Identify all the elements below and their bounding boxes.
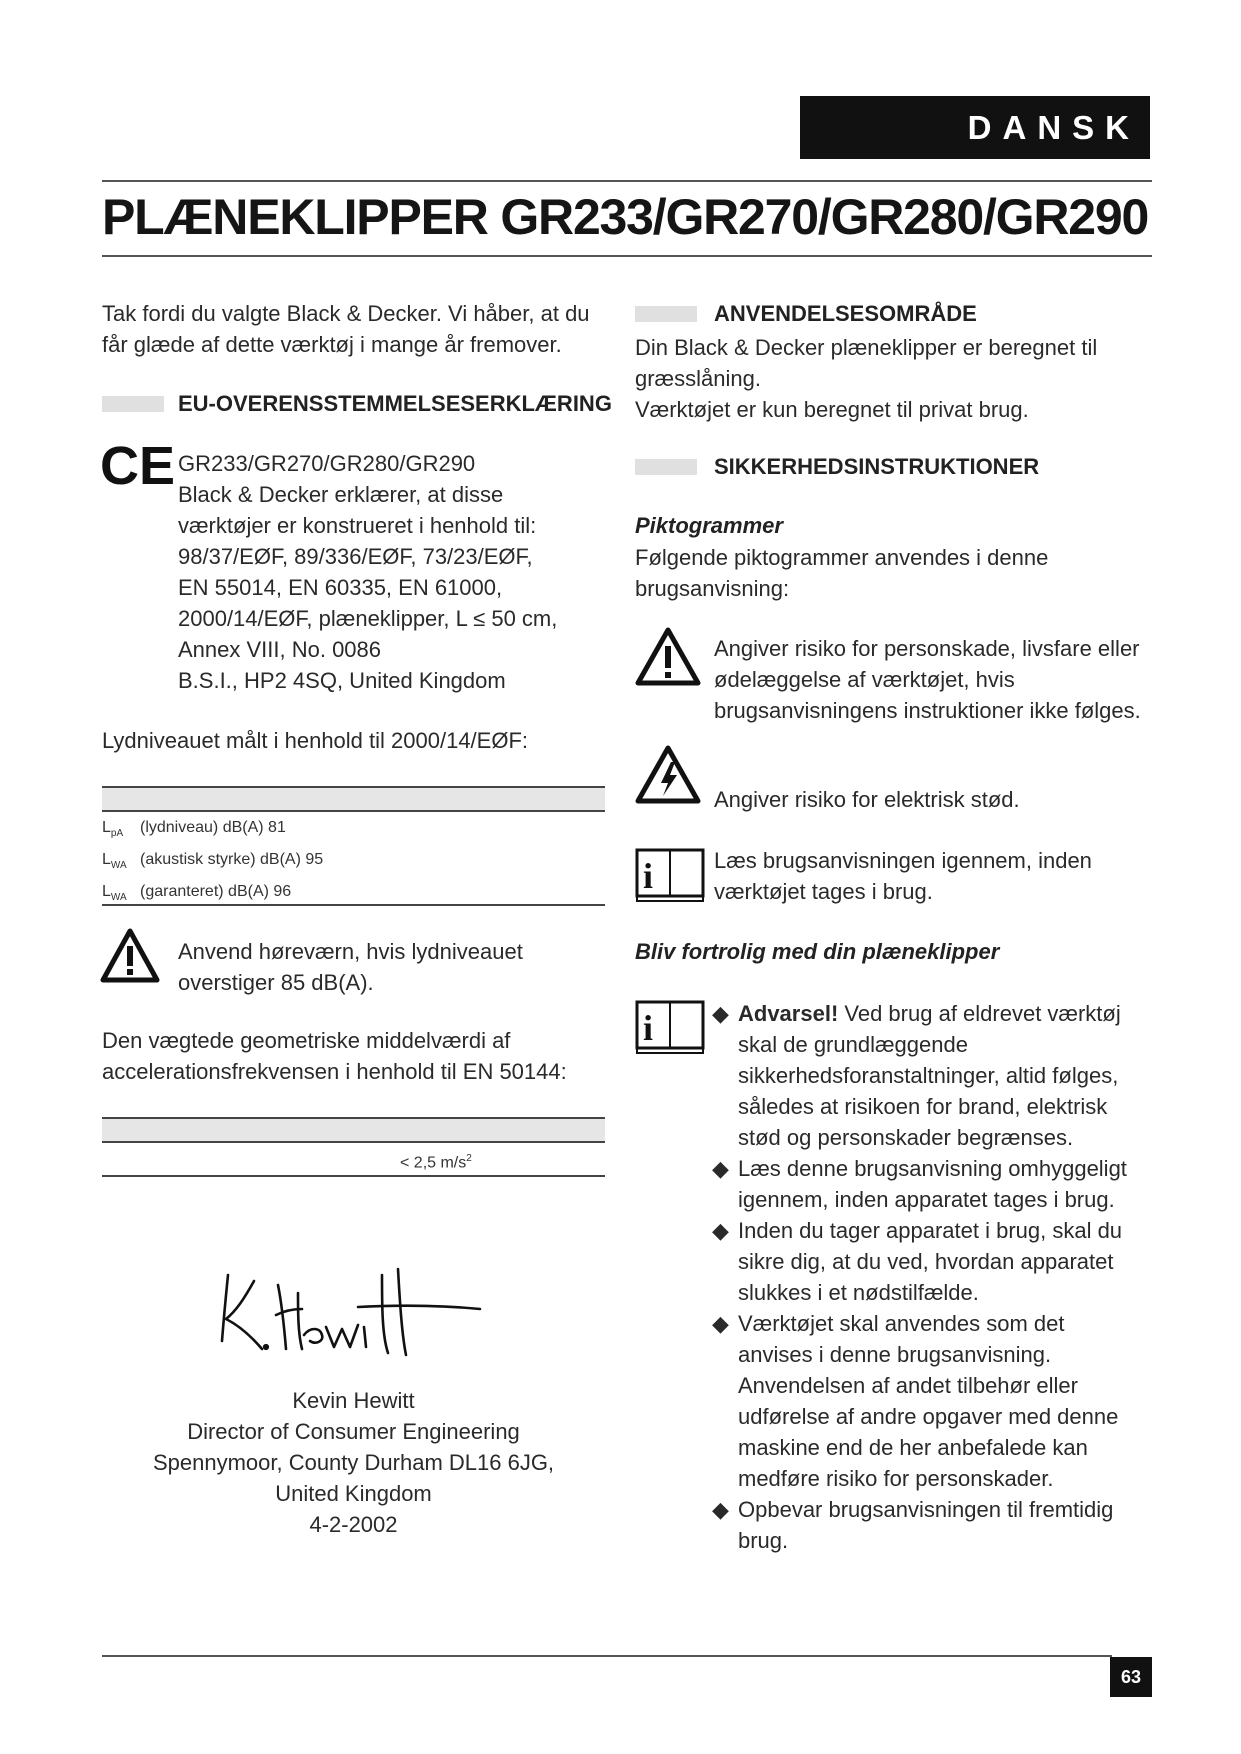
eu-line: EN 55014, EN 60335, EN 61000, [178,575,503,600]
heading-bar [635,306,697,322]
bullet-icon: ◆ [712,1001,729,1026]
safety-heading: SIKKERHEDSINSTRUKTIONER [714,454,1040,479]
language-label: DANSK [800,96,1150,159]
signatory-date: 4-2-2002 [309,1512,398,1537]
title-bottom-rule [102,255,1152,257]
list-item: ◆ Opbevar brugsanvisningen til fremtidig brug. [712,1494,1132,1556]
vibration-table-bottom-rule [102,1175,605,1177]
table-row: $L_{WA}$ (garanteret) dB(A) 96 [102,883,292,904]
manual-icon [635,848,705,904]
safety-bullets [712,998,1132,1556]
svg-text:i: i [643,856,654,896]
list-item: ◆ Læs denne brugsanvisning omhyggeligt igennem, inden apparatet tages i brug. [712,1153,1132,1215]
signatory-name: Kevin Hewitt [292,1388,415,1413]
electric-shock-icon [635,745,701,805]
signatory-address: Spennymoor, County Durham DL16 6JG, [152,1450,555,1475]
warning-triangle-icon [635,627,701,687]
bullet-icon: ◆ [712,1156,729,1181]
eu-line: 2000/14/EØF, plæneklipper, L ≤ 50 cm, [178,606,558,631]
footer-rule [102,1655,1112,1657]
table-row: $L_{WA}$ (akustisk styrke) dB(A) 95 [102,851,324,872]
use-line: Din Black & Decker plæneklipper er beregnet til græsslåning. [635,335,1098,391]
warning-triangle-icon [100,928,160,984]
heading-bar [102,396,164,412]
eu-line: GR233/GR270/GR280/GR290 [178,451,476,476]
pictogram-manual-text: Læs brugsanvisningen igennem, inden værktøjet tages i brug. [714,848,1092,904]
vibration-value: < 2,5 $m/s^2$ [400,1153,472,1172]
ce-mark-icon [100,436,176,496]
eu-line: Annex VIII, No. 0086 [178,637,382,662]
familiar-heading: Bliv fortrolig med din plæneklipper [635,939,1000,964]
vibration-intro: Den vægtede geometriske middelværdi af accelerationsfrekvensen i henhold til EN 50144: [102,1028,567,1084]
list-item: ◆ Advarsel! Ved brug af eldrevet værktøj skal de grundlæggende sikkerhedsforanstaltninger, altid følges, således at risikoen for brand, elektrisk stød og personskader begrænses. [712,998,1132,1153]
page-title: PLÆNEKLIPPER GR233/GR270/GR280/GR290 [102,189,1149,245]
bullet-icon: ◆ [712,1311,729,1336]
signature-label: K. Hewitt [218,1255,223,1256]
eu-heading: EU-OVERENSSTEMMELSESERKLÆRING [178,391,612,416]
title-top-rule [102,180,1152,182]
use-heading: ANVENDELSESOMRÅDE [714,301,977,326]
bullet-icon: ◆ [712,1497,729,1522]
pictogram-heading: Piktogrammer [635,513,783,538]
pictogram-warning-text: Angiver risiko for personskade, livsfare eller ødelæggelse af værktøjet, hvis brugsanvisningens instruktioner ikke følges. [714,636,1141,723]
page-number: 63 [1110,1657,1152,1697]
bullet-icon: ◆ [712,1218,729,1243]
pictogram-electric-text: Angiver risiko for elektrisk stød. [714,787,1020,812]
noise-table-header [102,788,605,810]
pictogram-intro: Følgende piktogrammer anvendes i denne brugsanvisning: [635,545,1049,601]
eu-line: værktøjer er konstrueret i henhold til: [178,513,537,538]
noise-table [102,812,605,908]
manual-icon [635,1000,705,1056]
eu-line: B.S.I., HP2 4SQ, United Kingdom [178,668,506,693]
signatory-block [102,1385,605,1540]
noise-table-bottom-rule [102,904,605,906]
use-text [635,332,1135,425]
eu-declaration [178,448,628,696]
eu-line: Black & Decker erklærer, at disse [178,482,504,507]
eu-line: 98/37/EØF, 89/336/EØF, 73/23/EØF, [178,544,533,569]
list-item: ◆ Inden du tager apparatet i brug, skal du sikre dig, at du ved, hvordan apparatet slukkes i et nødstilfælde. [712,1215,1132,1308]
table-row: $L_{pA}$ (lydniveau) dB(A) 81 [102,819,286,840]
hearing-warning: Anvend høreværn, hvis lydniveauet overstiger 85 dB(A). [178,939,523,995]
ce-mark-text: CE [100,436,176,496]
vibration-table-header [102,1119,605,1141]
noise-intro: Lydniveauet målt i henhold til 2000/14/EØF: [102,728,529,753]
heading-bar [635,459,697,475]
use-line: Værktøjet er kun beregnet til privat brug. [635,397,1029,422]
svg-text:i: i [643,1008,654,1048]
signatory-country: United Kingdom [275,1481,432,1506]
intro-text: Tak fordi du valgte Black & Decker. Vi håber, at du får glæde af dette værktøj i mange år fremover. [102,301,590,357]
signature [218,1255,488,1360]
signatory-role: Director of Consumer Engineering [187,1419,520,1444]
list-item: ◆ Værktøjet skal anvendes som det anvises i denne brugsanvisning. Anvendelsen af andet tilbehør eller udførelse af andre opgaver med denne maskine end de her anbefalede kan medføre risiko for personskader. [712,1308,1132,1494]
